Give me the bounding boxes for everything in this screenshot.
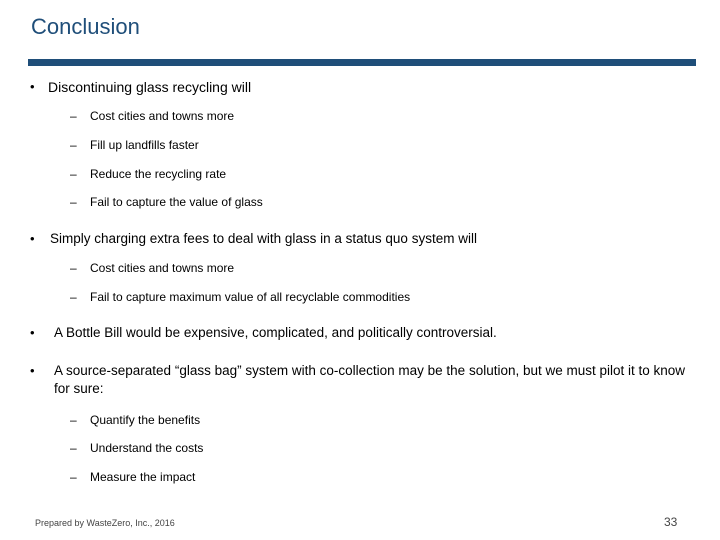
dash-icon: –: [70, 109, 77, 123]
bullet-text: A Bottle Bill would be expensive, complicated, and politically controversial.: [54, 325, 497, 340]
dash-icon: –: [70, 261, 77, 275]
bullet-icon: •: [30, 325, 35, 340]
sub-point-text: Understand the costs: [90, 441, 204, 455]
dash-icon: –: [70, 167, 77, 181]
sub-point-text: Reduce the recycling rate: [90, 167, 227, 181]
bullet-icon: •: [30, 231, 35, 246]
dash-icon: –: [70, 413, 77, 427]
title-divider: [28, 59, 696, 66]
bullet-text: Discontinuing glass recycling will: [48, 79, 252, 95]
sub-point-text: Fill up landfills faster: [90, 138, 199, 152]
sub-point-text: Fail to capture the value of glass: [90, 195, 263, 209]
sub-point-text: Cost cities and towns more: [90, 261, 235, 275]
bullet-point: [30, 362, 690, 402]
dash-icon: –: [70, 441, 77, 455]
bullet-icon: •: [30, 79, 35, 94]
bullet-icon: •: [30, 363, 35, 378]
sub-point-text: Quantify the benefits: [90, 413, 201, 427]
sub-point-text: Measure the impact: [90, 470, 196, 484]
sub-point-text: Fail to capture maximum value of all recyclable commodities: [90, 290, 411, 304]
footer-text: Prepared by WasteZero, Inc., 2016: [35, 518, 175, 528]
bullet-text: A source-separated “glass bag” system with co-collection may be the solution, but we must pilot it to know for sure:: [54, 363, 686, 396]
page-number: 33: [664, 515, 678, 529]
dash-icon: –: [70, 138, 77, 152]
dash-icon: –: [70, 195, 77, 209]
bullet-text: Simply charging extra fees to deal with glass in a status quo system will: [50, 231, 477, 246]
sub-point-text: Cost cities and towns more: [90, 109, 235, 123]
dash-icon: –: [70, 470, 77, 484]
dash-icon: –: [70, 290, 77, 304]
slide-title: Conclusion: [31, 14, 140, 39]
